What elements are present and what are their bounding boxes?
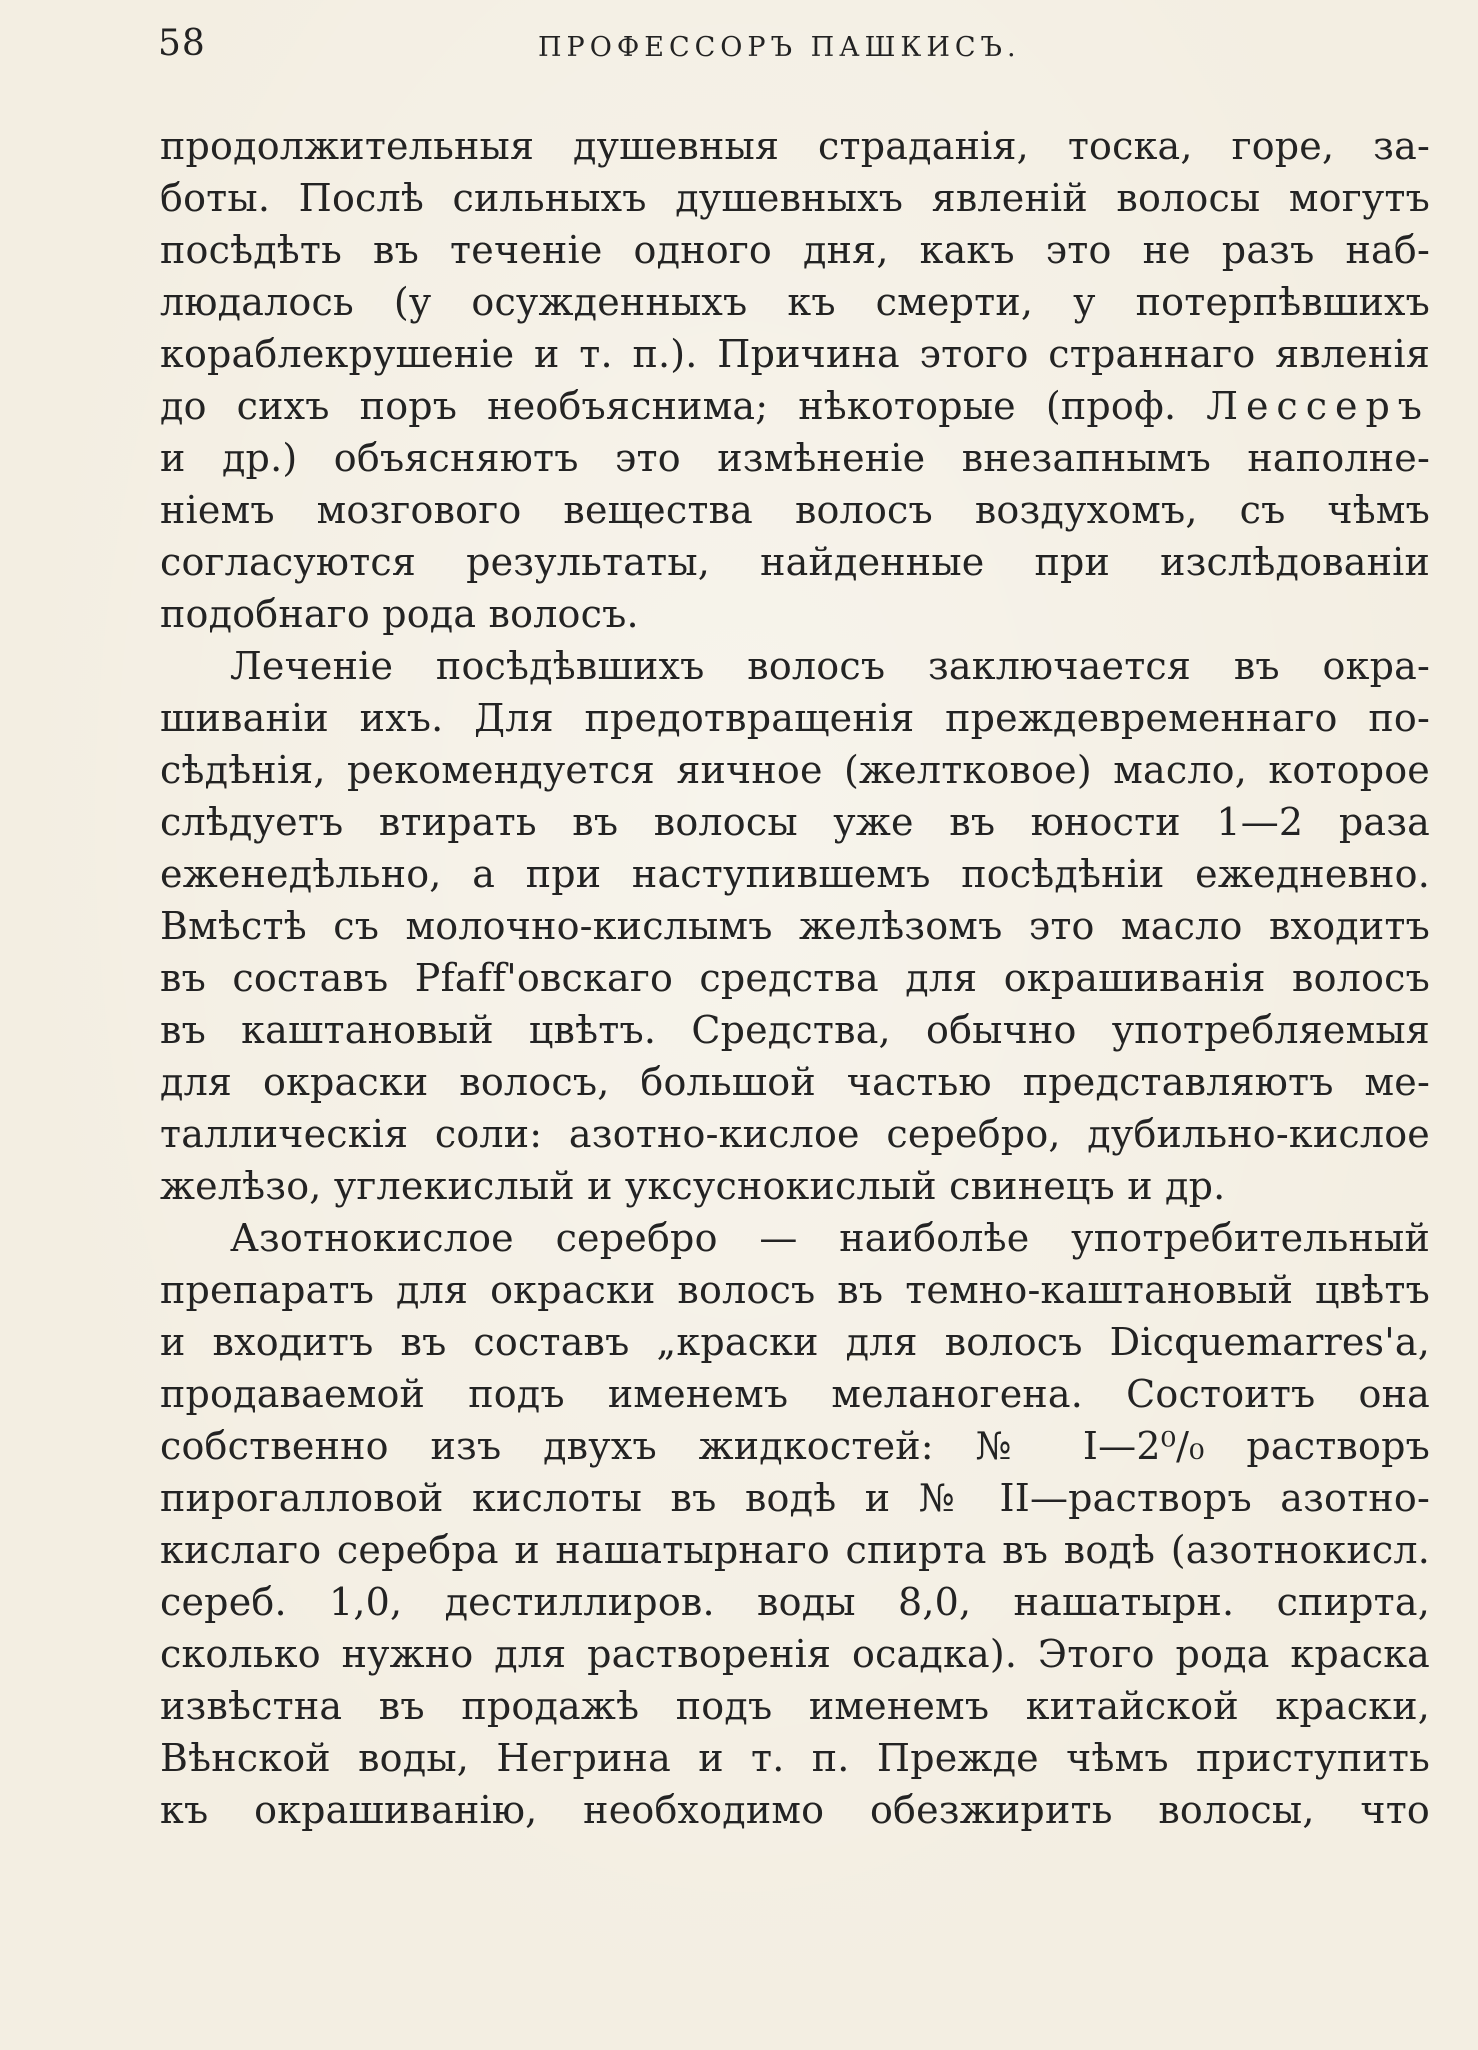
text-line: Вѣнской воды, Негрина и т. п. Прежде чѣмъ приступить bbox=[160, 1736, 1430, 1780]
text-line: посѣдѣть въ теченіе одного дня, какъ это не разъ наб- bbox=[160, 228, 1430, 272]
paragraph-start-line: Азотнокислое серебро — наиболѣе употребительный bbox=[230, 1216, 1430, 1260]
body-text bbox=[160, 120, 1430, 1836]
text-fragment: до сихъ поръ необъяснима; нѣкоторые (проф. bbox=[160, 384, 1177, 428]
text-line: въ каштановый цвѣтъ. Средства, обычно употребляемыя bbox=[160, 1008, 1430, 1052]
text-line: людалось (у осужденныхъ къ смерти, у потерпѣвшихъ bbox=[160, 280, 1430, 324]
text-line: къ окрашиванію, необходимо обезжирить волосы, что bbox=[160, 1788, 1430, 1832]
text-line: для окраски волосъ, большой частью представляютъ ме- bbox=[160, 1060, 1430, 1104]
text-line: сѣдѣнія, рекомендуется яичное (желтковое) масло, которое bbox=[160, 748, 1430, 792]
text-line: продолжительныя душевныя страданія, тоска, горе, за- bbox=[160, 124, 1430, 168]
spaced-surname: Лессеръ bbox=[1206, 384, 1430, 428]
text-line: сереб. 1,0, дестиллиров. воды 8,0, нашатырн. спирта, bbox=[160, 1580, 1430, 1624]
text-line: собственно изъ двухъ жидкостей: № I—2⁰/₀ растворъ bbox=[160, 1424, 1430, 1468]
text-line: препаратъ для окраски волосъ въ темно-каштановый цвѣтъ bbox=[160, 1268, 1430, 1312]
text-line: шиваніи ихъ. Для предотвращенія преждевременнаго по- bbox=[160, 696, 1430, 740]
page-header bbox=[158, 22, 1428, 72]
text-line: и входитъ въ составъ „краски для волосъ Dicquemarres'а, bbox=[160, 1320, 1430, 1364]
text-line: и др.) объясняютъ это измѣненіе внезапнымъ наполне- bbox=[160, 436, 1430, 480]
running-title: ПРОФЕССОРЪ ПАШКИСЪ. bbox=[538, 32, 1021, 63]
text-line-with-name bbox=[160, 380, 1430, 432]
text-line: боты. Послѣ сильныхъ душевныхъ явленій волосы могутъ bbox=[160, 176, 1430, 220]
paragraph-start-line: Леченіе посѣдѣвшихъ волосъ заключается въ окра- bbox=[230, 644, 1430, 688]
text-line: продаваемой подъ именемъ меланогена. Состоитъ она bbox=[160, 1372, 1430, 1416]
text-line: ніемъ мозгового вещества волосъ воздухомъ, съ чѣмъ bbox=[160, 488, 1430, 532]
text-line: кислаго серебра и нашатырнаго спирта въ водѣ (азотнокисл. bbox=[160, 1528, 1430, 1572]
text-line: таллическія соли: азотно-кислое серебро, дубильно-кислое bbox=[160, 1112, 1430, 1156]
text-line: согласуются результаты, найденные при изслѣдованіи bbox=[160, 540, 1430, 584]
text-line: извѣстна въ продажѣ подъ именемъ китайской краски, bbox=[160, 1684, 1430, 1728]
text-line: Вмѣстѣ съ молочно-кислымъ желѣзомъ это масло входитъ bbox=[160, 904, 1430, 948]
text-line: кораблекрушеніе и т. п.). Причина этого страннаго явленія bbox=[160, 332, 1430, 376]
text-line: сколько нужно для растворенія осадка). Этого рода краска bbox=[160, 1632, 1430, 1676]
text-line: еженедѣльно, а при наступившемъ посѣдѣніи ежедневно. bbox=[160, 852, 1430, 896]
paragraph-end-line: желѣзо, углекислый и уксуснокислый свинецъ и др. bbox=[160, 1164, 1226, 1208]
paragraph-end-line: подобнаго рода волосъ. bbox=[160, 592, 639, 636]
page-number: 58 bbox=[158, 23, 206, 64]
text-line: въ составъ Pfaff'овскаго средства для окрашиванія волосъ bbox=[160, 956, 1430, 1000]
text-line: слѣдуетъ втирать въ волосы уже въ юности 1—2 раза bbox=[160, 800, 1430, 844]
text-line: пирогалловой кислоты въ водѣ и № II—растворъ азотно- bbox=[160, 1476, 1430, 1520]
